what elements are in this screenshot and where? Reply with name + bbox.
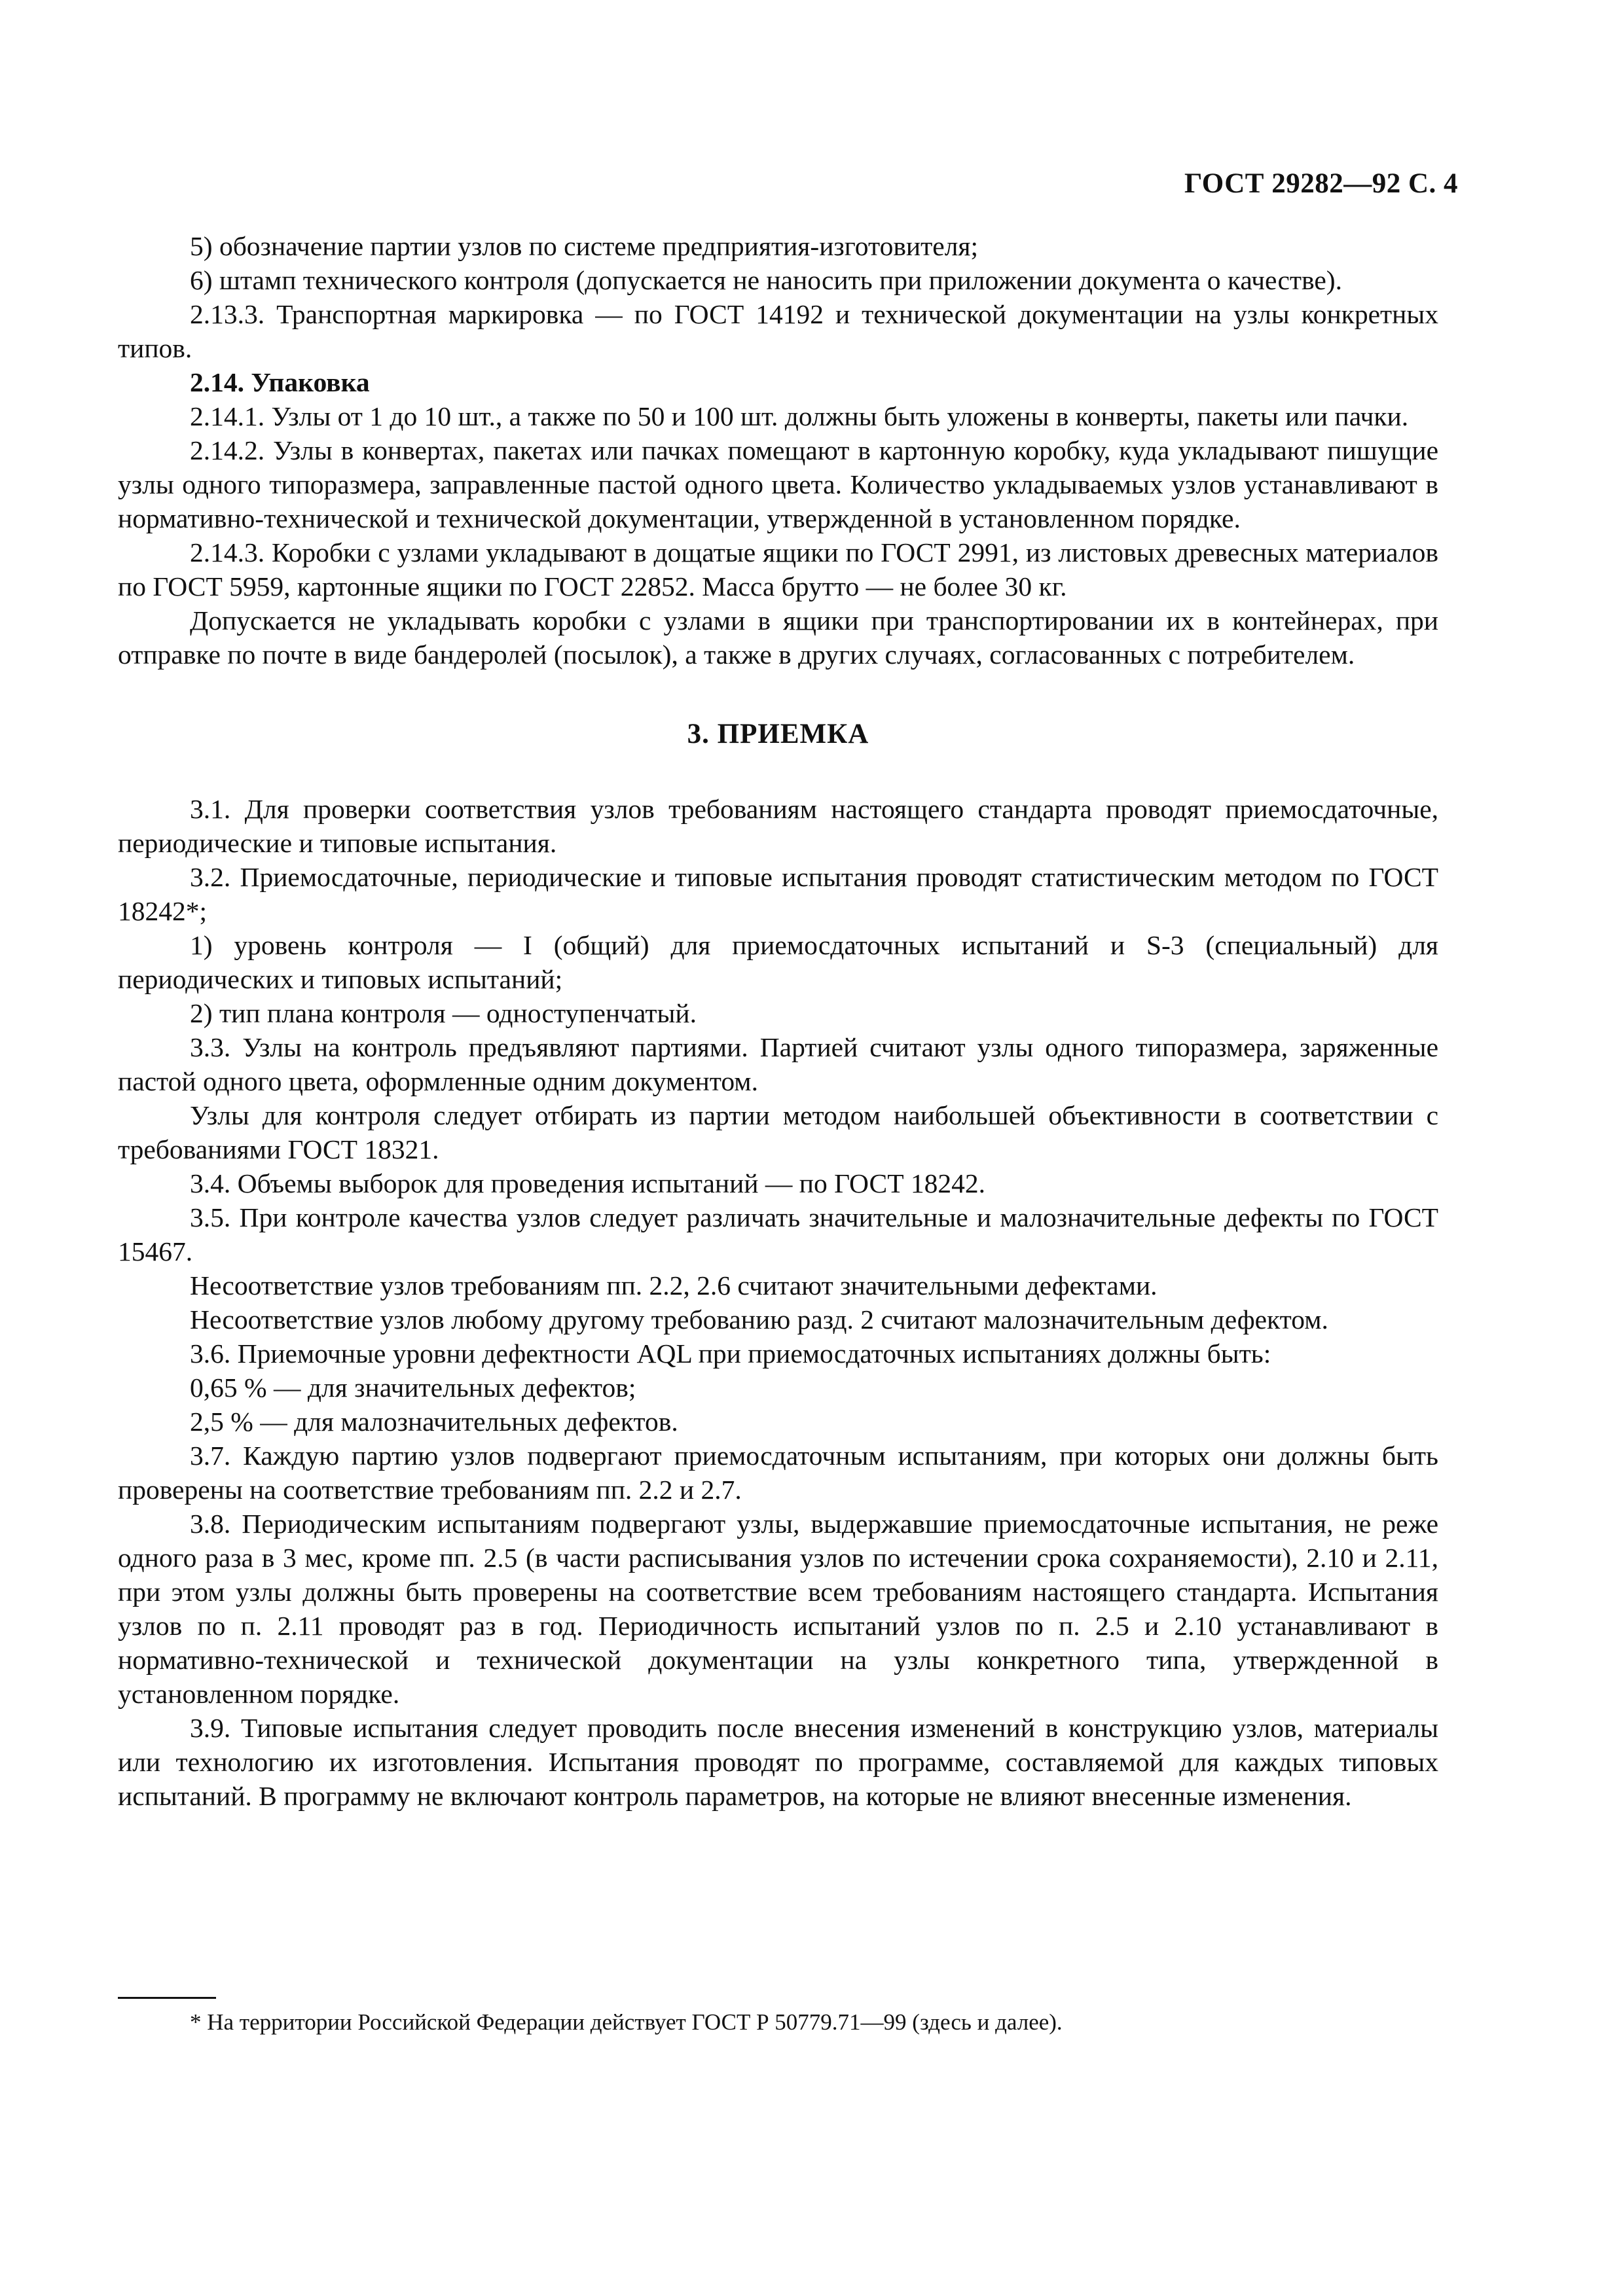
paragraph: 1) уровень контроля — I (общий) для приемосдаточных испытаний и S-3 (специальный) для периодических и типовых испытаний;	[118, 930, 1438, 994]
paragraph: 3.3. Узлы на контроль предъявляют партиями. Партией считают узлы одного типоразмера, заряженные пастой одного цвета, оформленные одним документом.	[118, 1032, 1438, 1096]
paragraph: 2.13.3. Транспортная маркировка — по ГОСТ 14192 и технической документации на узлы конкретных типов.	[118, 299, 1438, 363]
paragraph: 2.14.1. Узлы от 1 до 10 шт., а также по 50 и 100 шт. должны быть уложены в конверты, пакеты или пачки.	[190, 401, 1409, 431]
paragraph: Допускается не укладывать коробки с узлами в ящики при транспортировании их в контейнерах, при отправке по почте в виде бандеролей (посылок), а также в других случаях, согласованных с потребителем.	[118, 605, 1438, 670]
section-2-continuation	[118, 229, 1438, 672]
paragraph: 5) обозначение партии узлов по системе предприятия-изготовителя;	[190, 231, 979, 261]
footnote: * На территории Российской Федерации действует ГОСТ Р 50779.71—99 (здесь и далее).	[190, 2009, 1063, 2035]
paragraph: 3.2. Приемосдаточные, периодические и типовые испытания проводят статистическим методом по ГОСТ 18242*;	[118, 862, 1438, 926]
section-3-body	[118, 792, 1438, 1813]
paragraph: 3.9. Типовые испытания следует проводить после внесения изменений в конструкцию узлов, материалы или технологию их изготовления. Испытания проводят по программе, составляемой для каждых типовых испытаний. В программу не включают контроль параметров, на которые не влияют внесенные изменения.	[118, 1713, 1438, 1811]
paragraph: 2.14.2. Узлы в конвертах, пакетах или пачках помещают в картонную коробку, куда укладывают пишущие узлы одного типоразмера, заправленные пастой одного цвета. Количество укладываемых узлов устанавливают в нормативно-технической и технической документации, утвержденной в установленном порядке.	[118, 435, 1438, 533]
section-heading: 3. ПРИЕМКА	[687, 719, 869, 749]
paragraph: 2.14.3. Коробки с узлами укладывают в дощатые ящики по ГОСТ 2991, из листовых древесных материалов по ГОСТ 5959, картонные ящики по ГОСТ 22852. Масса брутто — не более 30 кг.	[118, 537, 1438, 601]
paragraph: 3.7. Каждую партию узлов подвергают приемосдаточным испытаниям, при которых они должны быть проверены на соответствие требованиям пп. 2.2 и 2.7.	[118, 1441, 1438, 1505]
paragraph: Несоответствие узлов требованиям пп. 2.2, 2.6 считают значительными дефектами.	[190, 1270, 1158, 1300]
paragraph: 0,65 % — для значительных дефектов;	[190, 1372, 636, 1403]
document-body	[118, 229, 1438, 1813]
paragraph: 3.4. Объемы выборок для проведения испытаний — по ГОСТ 18242.	[190, 1168, 986, 1198]
paragraph: 2,5 % — для малозначительных дефектов.	[190, 1407, 678, 1437]
paragraph: 2) тип плана контроля — одноступенчатый.	[190, 998, 697, 1028]
page-header: ГОСТ 29282—92 С. 4	[1184, 168, 1458, 199]
paragraph: 6) штамп технического контроля (допускается не наносить при приложении документа о качестве).	[190, 265, 1343, 295]
paragraph: 3.8. Периодическим испытаниям подвергают узлы, выдержавшие приемосдаточные испытания, не реже одного раза в 3 мес, кроме пп. 2.5 (в части расписывания узлов по истечении срока сохраняемости), 2.10 и 2.11, при этом узлы должны быть проверены на соответствие всем требованиям настоящего стандарта. Испытания узлов по п. 2.11 проводят раз в год. Периодичность испытаний узлов по п. 2.5 и 2.10 устанавливают в нормативно-технической и технической документации на узлы конкретного типа, утвержденной в установленном порядке.	[118, 1509, 1438, 1709]
footnote-rule	[118, 1997, 216, 1999]
paragraph: 3.6. Приемочные уровни дефектности AQL при приемосдаточных испытаниях должны быть:	[190, 1338, 1271, 1369]
paragraph: Несоответствие узлов любому другому требованию разд. 2 считают малозначительным дефектом.	[190, 1304, 1328, 1335]
paragraph: 3.1. Для проверки соответствия узлов требованиям настоящего стандарта проводят приемосдаточные, периодические и типовые испытания.	[118, 794, 1438, 858]
paragraph: 2.14. Упаковка	[190, 367, 370, 397]
paragraph: Узлы для контроля следует отбирать из партии методом наибольшей объективности в соответствии с требованиями ГОСТ 18321.	[118, 1100, 1438, 1164]
paragraph: 3.5. При контроле качества узлов следует различать значительные и малозначительные дефекты по ГОСТ 15467.	[118, 1202, 1438, 1266]
